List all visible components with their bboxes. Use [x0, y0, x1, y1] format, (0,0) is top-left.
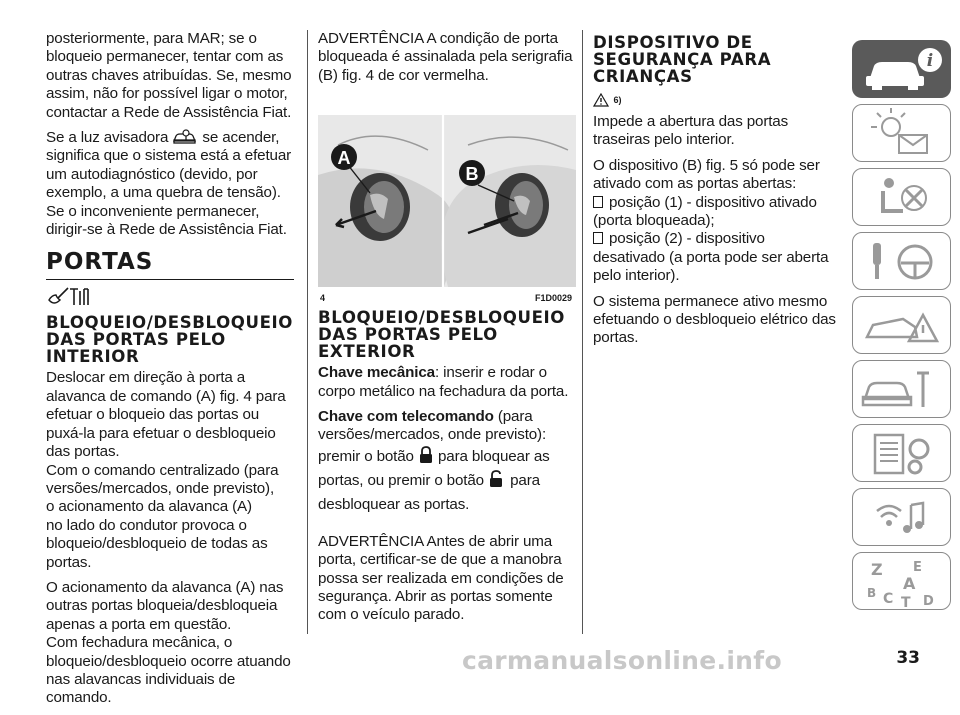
- warning-paragraph: ADVERTÊNCIA Antes de abrir uma porta, certificar-se de que a manobra possa ser realizada em condições de segurança. Abrir as portas somente com o veículo parado.: [318, 532, 564, 624]
- paragraph: posteriormente, para MAR; se o bloqueio permanecer, tentar com as outras chaves atribuídas. Se, mesmo assim, não for possível ligar o motor, contactar a Rede de Assistência Fiat.: [46, 30, 292, 121]
- figure-door-levers: [318, 115, 576, 303]
- bullet-box-icon: [593, 196, 603, 208]
- column-2: [318, 30, 576, 632]
- tab-safety[interactable]: [852, 168, 951, 226]
- svg-text:Z: Z: [871, 560, 883, 579]
- column-divider-2: [582, 30, 583, 634]
- dashboard-warning-icon: [853, 105, 952, 163]
- text: (para versões/mercados, onde previsto):: [318, 408, 547, 444]
- paragraph: [318, 408, 576, 445]
- lock-closed-icon: [418, 446, 434, 464]
- paragraph: O sistema permanece ativo mesmo efetuando o desbloqueio elétrico das portas.: [593, 292, 836, 347]
- svg-text:i: i: [926, 51, 934, 71]
- subsection-title: BLOQUEIO/DESBLOQUEIO DAS PORTAS PELO INTERIOR: [46, 313, 293, 367]
- key-steering-icon: [853, 233, 952, 291]
- immobilizer-warning-light-icon: [172, 129, 198, 145]
- airbag-seat-icon: [853, 169, 952, 227]
- text: premir o botão: [318, 447, 414, 465]
- warning-reference: [593, 91, 838, 109]
- column-3: [593, 30, 838, 355]
- text: Se a luz avisadora: [46, 129, 169, 147]
- car-info-icon: [852, 40, 951, 98]
- text: : inserir e rodar o corpo metálico na fechadura da porta.: [318, 364, 569, 400]
- tab-car-info[interactable]: [852, 40, 951, 98]
- column-divider-1: [307, 30, 308, 634]
- svg-text:E: E: [913, 560, 922, 575]
- paragraph: O dispositivo (B) fig. 5 só pode ser ativado com as portas abertas:: [593, 156, 820, 193]
- tools-icon: [46, 286, 98, 308]
- tab-maintenance[interactable]: [852, 360, 951, 418]
- svg-text:T: T: [901, 595, 911, 611]
- paragraph: [46, 129, 294, 239]
- tab-index[interactable]: [852, 552, 951, 610]
- text: para bloquear as portas, ou premir o botão: [318, 447, 550, 489]
- tab-emergency[interactable]: [852, 296, 951, 354]
- service-icons: [46, 286, 294, 312]
- tab-multimedia[interactable]: [852, 488, 951, 546]
- column-1: [46, 30, 294, 715]
- paragraph: Deslocar em direção à porta a alavanca de comando (A) fig. 4 para efetuar o bloqueio das portas ou puxá-la para efetuar o desbloqueio das portas.: [46, 369, 286, 461]
- text: se acender, significa que o sistema está a efetuar um autodiagnóstico (devido, por exemplo, a uma quebra de tensão). Se o inconveniente permanecer, dirigir-se à Rede de Assistência Fiat.: [46, 129, 292, 239]
- paragraph: [318, 364, 576, 401]
- bullet-item: [593, 194, 838, 231]
- figure-code: F1D0029: [534, 293, 572, 304]
- svg-text:B: B: [867, 586, 877, 600]
- specs-gear-icon: [853, 425, 952, 483]
- tab-starting-driving[interactable]: [852, 232, 951, 290]
- paragraph: Com fechadura mecânica, o bloqueio/desbloqueio ocorre atuando nas alavancas individuais de comando.: [46, 634, 291, 707]
- tab-dashboard-warnings[interactable]: [852, 104, 951, 162]
- svg-text:D: D: [923, 594, 934, 609]
- bullet-box-icon: [593, 232, 603, 244]
- paragraph: no lado do condutor provoca o bloqueio/desbloqueio de todas as portas.: [46, 516, 268, 571]
- watermark: carmanualsonline.info: [462, 646, 782, 675]
- car-emergency-icon: [853, 297, 952, 355]
- svg-text:A: A: [903, 574, 916, 593]
- text: para desbloquear as portas.: [318, 471, 540, 513]
- paragraph: [318, 445, 576, 517]
- warning-ref-number: 6): [613, 95, 622, 105]
- paragraph: Impede a abertura das portas traseiras pelo interior.: [593, 113, 789, 149]
- page-number: 33: [896, 648, 920, 668]
- paragraph: Com o comando centralizado (para versões/mercados, onde previsto),: [46, 461, 279, 497]
- car-maintenance-icon: [853, 361, 952, 419]
- figure-label-b: B: [465, 164, 479, 185]
- figure-number: 4: [320, 293, 326, 304]
- svg-text:C: C: [883, 591, 894, 607]
- multimedia-icon: [853, 489, 952, 547]
- figure-label-a: A: [337, 148, 351, 169]
- door-lever-illustration: [318, 115, 576, 287]
- section-title: DISPOSITIVO DE SEGURANÇA PARA CRIANÇAS: [593, 33, 772, 86]
- bullet-item: [593, 230, 838, 285]
- warning-paragraph: ADVERTÊNCIA A condição de porta bloqueada é assinalada pela serigrafia (B) fig. 4 de cor vermelha.: [318, 30, 573, 84]
- section-title: PORTAS: [46, 249, 294, 280]
- paragraph: o acionamento da alavanca (A): [46, 498, 252, 516]
- bold-term: Chave com telecomando: [318, 408, 494, 426]
- paragraph: O acionamento da alavanca (A) nas outras portas bloqueia/desbloqueia apenas a porta em questão.: [46, 578, 284, 633]
- bold-term: Chave mecânica: [318, 364, 435, 382]
- warning-triangle-icon: [593, 93, 609, 107]
- text: posição (1) - dispositivo ativado (porta bloqueada);: [593, 193, 817, 230]
- lock-open-icon: [488, 470, 506, 488]
- tab-technical-data[interactable]: [852, 424, 951, 482]
- text: posição (2) - dispositivo desativado (a porta pode ser aberta pelo interior).: [593, 230, 829, 285]
- subsection-title: BLOQUEIO/DESBLOQUEIO DAS PORTAS PELO EXTERIOR: [318, 308, 565, 362]
- index-az-icon: [853, 553, 952, 611]
